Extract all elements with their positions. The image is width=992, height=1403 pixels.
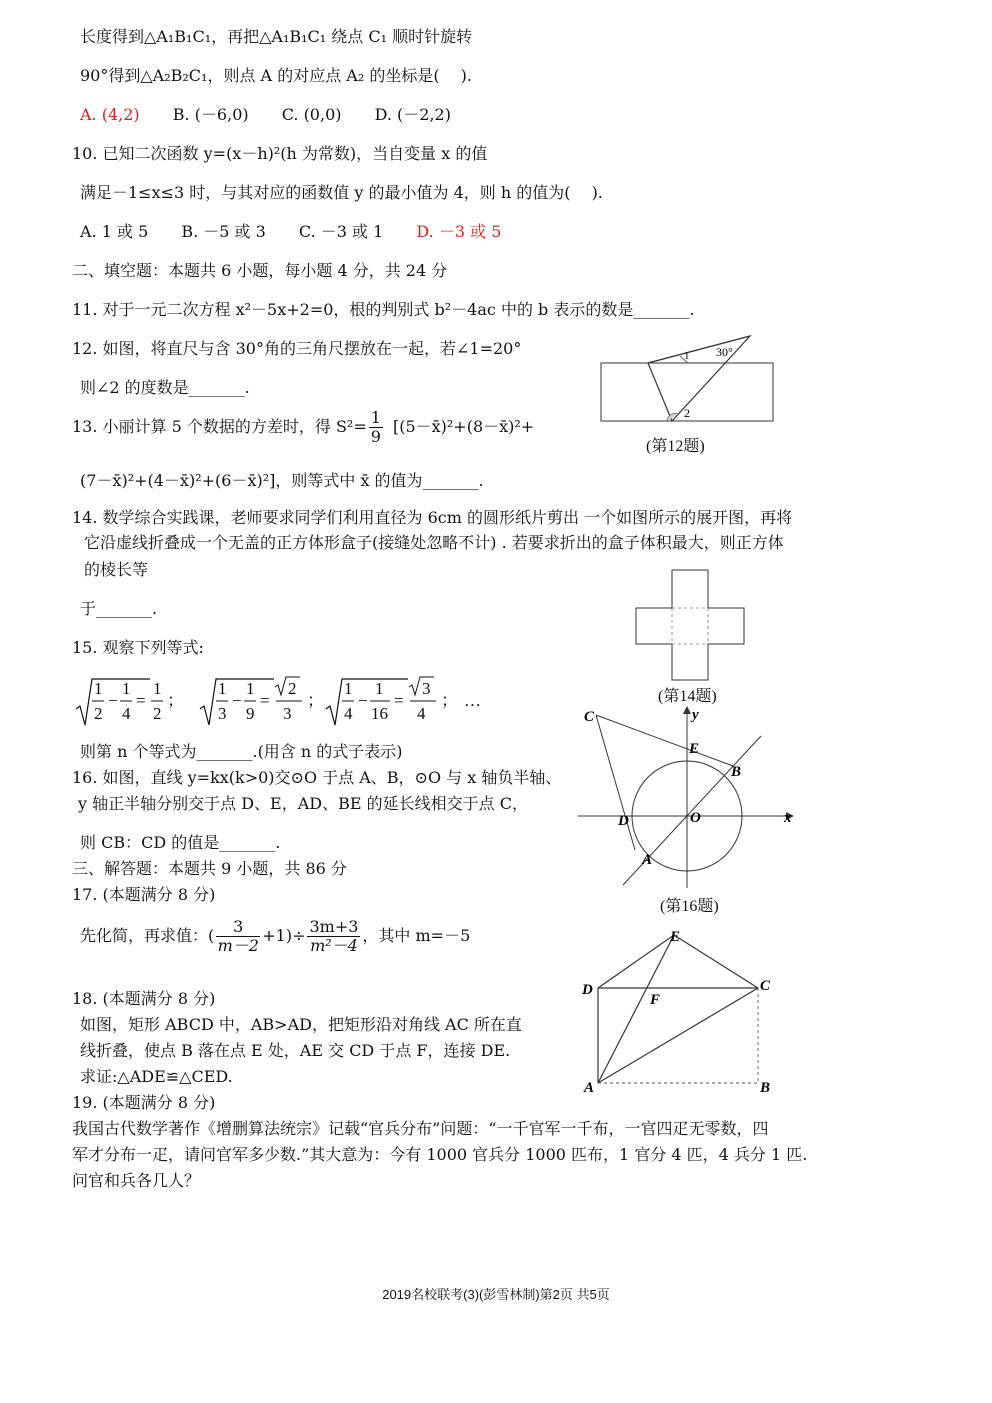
- svg-text:3: 3: [422, 679, 431, 698]
- svg-text:9: 9: [246, 704, 255, 723]
- q13-prefix: 13. 小丽计算 5 个数据的方差时，得 S²=: [72, 417, 367, 436]
- q9-option-c: C. (0,0): [281, 105, 342, 124]
- svg-text:3: 3: [218, 704, 227, 723]
- q19-line-c: 问官和兵各几人？: [72, 1171, 201, 1190]
- q14-line-a: 14. 数学综合实践课，老师要求同学们利用直径为 6cm 的圆形纸片剪出 一个如图所示的展开图，再将: [72, 508, 793, 527]
- q18-line-c: 求证:△ADE≌△CED.: [80, 1067, 233, 1086]
- q14-line-b: 它沿虚线折叠成一个无盖的正方体形盒子(接缝处忽略不计) . 若要求折出的盒子体积最大，则正方体: [84, 533, 784, 552]
- q9-options: [80, 105, 451, 125]
- svg-text:1: 1: [375, 679, 384, 698]
- q14-line-c: 的棱长等: [84, 560, 149, 579]
- figure-16-label-c: C: [584, 709, 595, 725]
- q17-fraction-2-denominator: m²－4: [310, 935, 358, 955]
- section-3-heading: 三、解答题：本题共 9 小题，共 86 分: [72, 859, 347, 878]
- figure-16-label-a: A: [642, 852, 653, 868]
- q17-fraction-1-denominator: m－2: [217, 935, 259, 955]
- q10-option-a: A. 1 或 5: [80, 222, 149, 241]
- q17-fraction-1-numerator: 3: [216, 918, 260, 937]
- q17-prefix: 先化简，再求值：(: [80, 926, 215, 945]
- figure-18-label-a: A: [584, 1080, 595, 1096]
- svg-text:3: 3: [283, 704, 292, 723]
- figure-18-label-c: C: [760, 978, 771, 994]
- q18-heading: 18. (本题满分 8 分): [72, 989, 216, 1008]
- q15-line-b: 则第 n 个等式为_______.(用含 n 的式子表示): [80, 742, 403, 761]
- figure-16-label-d: D: [618, 813, 629, 829]
- q11-text: 11. 对于一元二次方程 x²－5x+2=0，根的判别式 b²－4ac 中的 b 表示的数是_______.: [72, 300, 695, 319]
- q13-fraction-numerator: 1: [370, 407, 381, 427]
- q17-middle: +1)÷: [262, 926, 306, 945]
- svg-text:；: ；: [167, 691, 184, 710]
- figure-16-label-o: O: [690, 810, 701, 826]
- q19-line-a: 我国古代数学著作《增删算法统宗》记载“官兵分布”问题：“一千官军一千布，一官四疋无零数，四: [72, 1119, 769, 1138]
- svg-text:1: 1: [122, 679, 131, 698]
- q17-fraction-2: [307, 918, 360, 955]
- figure-16-label-b: B: [731, 764, 742, 780]
- q10-option-d: D. －3 或 5: [416, 222, 502, 241]
- page-footer: 2019名校联考(3)(彭雪林制)第2页 共5页: [382, 1287, 610, 1302]
- q12-line-b: 则∠2 的度数是_______.: [80, 378, 250, 397]
- q13-line-b: (7－x̄)²+(4－x̄)²+(6－x̄)²]，则等式中 x̄ 的值为_______.: [80, 471, 484, 490]
- q9-line-b: 90°得到△A₂B₂C₁，则点 A 的对应点 A₂ 的坐标是( ).: [80, 66, 472, 85]
- svg-text:=: =: [260, 691, 270, 710]
- svg-text:1: 1: [94, 679, 103, 698]
- q17-expression: [80, 912, 470, 960]
- svg-text:−: −: [358, 691, 368, 710]
- svg-text:−: −: [108, 691, 118, 710]
- q16-line-b: y 轴正半轴分别交于点 D、E，AD、BE 的延长线相交于点 C，: [78, 794, 528, 813]
- svg-text:2: 2: [288, 679, 297, 698]
- figure-16-label-e: E: [689, 741, 700, 757]
- figure-18-label-b: B: [760, 1080, 771, 1096]
- q10-option-b: B. －5 或 3: [181, 222, 266, 241]
- svg-text:；: ；: [441, 691, 458, 710]
- svg-text:2: 2: [153, 704, 162, 723]
- svg-text:16: 16: [371, 704, 388, 723]
- figure-12-ruler-triangle: [592, 328, 782, 438]
- q10-line-b: 满足－1≤x≤3 时，与其对应的函数值 y 的最小值为 4，则 h 的值为( ).: [80, 183, 603, 202]
- figure-18-rectangle-fold: [578, 922, 778, 1097]
- q13-line-a: [72, 405, 534, 449]
- q19-line-b: 军才分布一疋，请问官军多少数.”其大意为：今有 1000 官兵分 1000 匹布，1 官分 4 匹，4 兵分 1 匹.: [72, 1145, 808, 1164]
- q9-line-a: 长度得到△A₁B₁C₁，再把△A₁B₁C₁ 绕点 C₁ 顺时针旋转: [80, 27, 473, 46]
- figure-12-label-2: 2: [684, 406, 690, 420]
- q13-suffix: [(5－x̄)²+(8－x̄)²+: [392, 417, 535, 436]
- figure-12-label-30: 30°: [716, 345, 733, 359]
- q15-formula: [72, 673, 492, 727]
- figure-14-cube-net: [632, 566, 752, 684]
- q19-heading: 19. (本题满分 8 分): [72, 1093, 216, 1112]
- q13-fraction: [369, 409, 383, 446]
- svg-text:=: =: [136, 691, 146, 710]
- figure-16-label-y: y: [692, 707, 699, 723]
- figure-16-circle-axes: [578, 703, 798, 888]
- q18-line-b: 线折叠，使点 B 落在点 E 处，AE 交 CD 于点 F，连接 DE.: [80, 1041, 511, 1060]
- q12-line-a: 12. 如图，将直尺与含 30°角的三角尺摆放在一起，若∠1=20°: [72, 339, 522, 358]
- svg-text:1: 1: [218, 679, 227, 698]
- q9-option-d: D. (－2,2): [374, 105, 451, 124]
- svg-text:=: =: [394, 691, 404, 710]
- section-2-heading: 二、填空题：本题共 6 小题，每小题 4 分，共 24 分: [72, 261, 448, 280]
- figure-16-caption: (第16题): [660, 898, 719, 915]
- figure-12-label-1: 1: [684, 350, 690, 362]
- q9-option-b: B. (－6,0): [172, 105, 249, 124]
- q17-fraction-1: [216, 918, 260, 955]
- svg-text:1: 1: [246, 679, 255, 698]
- q13-fraction-denominator: 9: [370, 426, 381, 446]
- q16-line-a: 16. 如图，直线 y=kx(k>0)交⊙O 于点 A、B，⊙O 与 x 轴负半轴、: [72, 768, 562, 787]
- q10-options: [80, 222, 501, 242]
- svg-text:4: 4: [122, 704, 131, 723]
- q18-line-a: 如图，矩形 ABCD 中，AB>AD，把矩形沿对角线 AC 所在直: [80, 1015, 522, 1034]
- figure-18-label-d: D: [582, 982, 593, 998]
- q17-heading: 17. (本题满分 8 分): [72, 885, 216, 904]
- q14-line-d: 于_______.: [80, 599, 158, 618]
- q15-line-a: 15. 观察下列等式:: [72, 638, 204, 657]
- figure-18-label-f: F: [650, 992, 661, 1008]
- q17-suffix: ，其中 m=－5: [362, 926, 471, 945]
- figure-14-caption: (第14题): [658, 688, 717, 705]
- figure-12-caption: (第12题): [646, 438, 705, 455]
- svg-text:2: 2: [94, 704, 103, 723]
- svg-text:4: 4: [344, 704, 353, 723]
- q10-line-a: 10. 已知二次函数 y=(x－h)²(h 为常数)，当自变量 x 的值: [72, 144, 488, 163]
- svg-text:−: −: [232, 691, 242, 710]
- q15-formula-graphic: [72, 673, 492, 729]
- q10-option-c: C. －3 或 1: [298, 222, 384, 241]
- q9-option-a: A. (4,2): [80, 105, 140, 124]
- svg-text:1: 1: [153, 679, 162, 698]
- q16-line-c: 则 CB：CD 的值是_______.: [80, 833, 281, 852]
- svg-text:；: ；: [307, 691, 324, 710]
- figure-16-label-x: x: [784, 810, 792, 826]
- svg-text:4: 4: [417, 704, 426, 723]
- svg-text:…: …: [464, 691, 481, 710]
- q17-fraction-2-numerator: 3m+3: [309, 916, 359, 936]
- figure-18-label-e: E: [670, 929, 681, 945]
- svg-text:1: 1: [344, 679, 353, 698]
